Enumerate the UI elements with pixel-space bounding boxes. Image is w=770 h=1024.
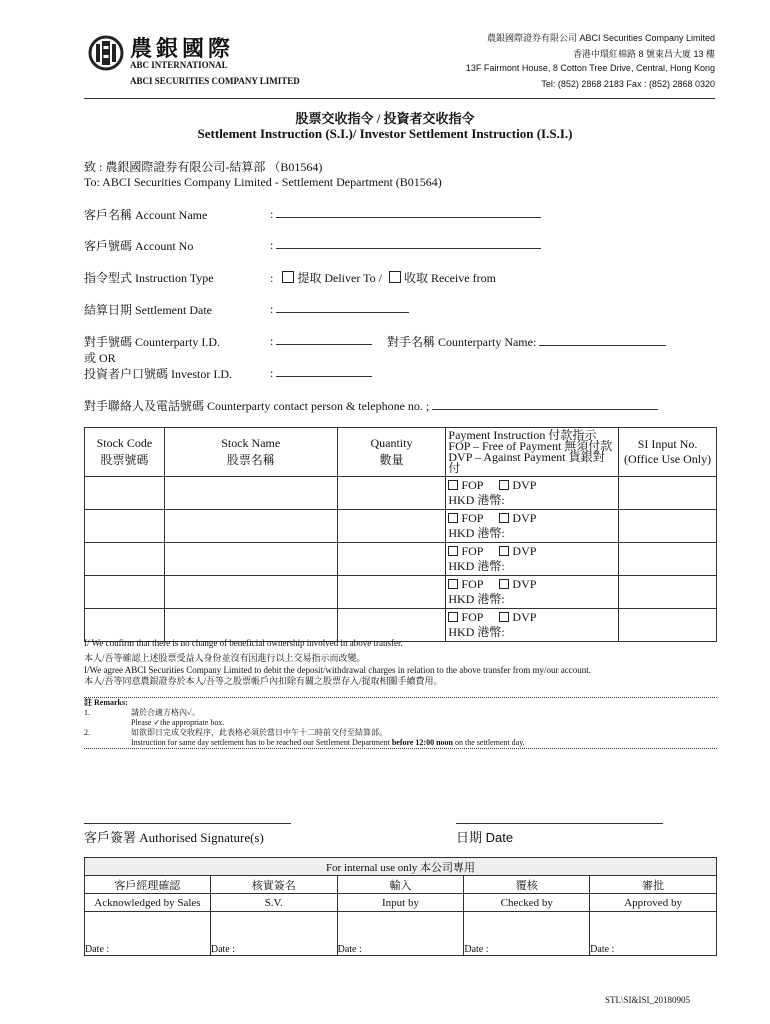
stock-code-header: Stock Code 股票號碼 bbox=[85, 428, 165, 477]
hkd-label: HKD 港幣: bbox=[448, 559, 505, 573]
input-header-en: Input by bbox=[337, 894, 464, 912]
investor-id-input[interactable] bbox=[276, 365, 372, 377]
account-name-row: : bbox=[270, 206, 541, 222]
dvp-checkbox[interactable] bbox=[499, 513, 509, 523]
dvp-checkbox[interactable] bbox=[499, 612, 509, 622]
quantity-cell[interactable] bbox=[337, 477, 446, 510]
hkd-label: HKD 港幣: bbox=[448, 592, 505, 606]
acknowledged-header-cn: 客戶經理確認 bbox=[85, 876, 211, 894]
instruction-type-row: : 提取 Deliver To / 收取 Receive from bbox=[270, 271, 496, 285]
remark-1-chinese: 請於合適方格內✓。 bbox=[131, 708, 201, 717]
remark-2-chinese: 如欲即日完成交收程序，此表格必須於當日中午十二時前交付至結算部。 bbox=[131, 728, 387, 737]
investor-id-row: : bbox=[270, 365, 372, 381]
account-no-row: : bbox=[270, 237, 541, 253]
confirm-line-2: 本人/吾等確認上述股票受益人身份並沒有因進行以上交易指示而改變。 bbox=[84, 653, 366, 663]
remarks-title: 註 Remarks: bbox=[84, 698, 128, 707]
logo-english-name: ABC INTERNATIONAL bbox=[130, 60, 228, 70]
quantity-cell[interactable] bbox=[337, 510, 446, 543]
checked-header-en: Checked by bbox=[464, 894, 590, 912]
tel-fax: Tel: (852) 2868 2183 Fax : (852) 2868 0320 bbox=[541, 79, 715, 89]
header-divider bbox=[84, 98, 715, 99]
stock-code-cell[interactable] bbox=[85, 477, 165, 510]
payment-cell: FOP DVP HKD 港幣: bbox=[446, 543, 619, 576]
acknowledged-header-en: Acknowledged by Sales bbox=[85, 894, 211, 912]
remark-2-english: Instruction for same day settlement has to be reached our Settlement Department before 12:00 noon on the settlement day. bbox=[131, 738, 525, 747]
counterparty-name-row bbox=[387, 333, 666, 350]
approved-header-cn: 審批 bbox=[590, 876, 717, 894]
dvp-checkbox[interactable] bbox=[499, 480, 509, 490]
company-name-line: 農銀國際證券有限公司 ABCI Securities Company Limited bbox=[486, 33, 715, 43]
sv-header-en: S.V. bbox=[210, 894, 337, 912]
deliver-to-label: 提取 Deliver To / bbox=[297, 271, 382, 285]
stock-name-header: Stock Name 股票名稱 bbox=[164, 428, 337, 477]
hkd-label: HKD 港幣: bbox=[448, 526, 505, 540]
quantity-header: Quantity 數量 bbox=[337, 428, 446, 477]
table-row bbox=[85, 576, 717, 609]
quantity-cell[interactable] bbox=[337, 576, 446, 609]
deliver-to-checkbox[interactable] bbox=[282, 271, 294, 283]
hkd-label: HKD 港幣: bbox=[448, 493, 505, 507]
or-label: 或 OR bbox=[84, 351, 116, 365]
fop-checkbox[interactable] bbox=[448, 480, 458, 490]
settlement-date-row: : bbox=[270, 301, 409, 317]
counterparty-id-row: : bbox=[270, 333, 372, 349]
logo-company-name: ABCI SECURITIES COMPANY LIMITED bbox=[130, 76, 300, 86]
stock-table-header bbox=[85, 428, 717, 477]
hkd-label: HKD 港幣: bbox=[448, 625, 505, 639]
stock-name-cell[interactable] bbox=[164, 576, 337, 609]
payment-cell: FOP DVP HKD 港幣: bbox=[446, 609, 619, 642]
abc-logo-icon bbox=[88, 35, 124, 71]
remarks-box bbox=[84, 697, 717, 749]
stock-name-cell[interactable] bbox=[164, 477, 337, 510]
receive-from-label: 收取 Receive from bbox=[403, 271, 496, 285]
acknowledged-date-cell[interactable]: Date : bbox=[85, 912, 211, 956]
date-line[interactable] bbox=[456, 823, 663, 824]
account-name-input[interactable] bbox=[276, 206, 541, 218]
table-row bbox=[85, 477, 717, 510]
si-input-cell bbox=[619, 477, 717, 510]
remark-number: 1. bbox=[84, 708, 90, 717]
settlement-date-input[interactable] bbox=[276, 301, 409, 313]
payment-cell: FOP DVP HKD 港幣: bbox=[446, 576, 619, 609]
recipient-english: To: ABCI Securities Company Limited - Settlement Department (B01564) bbox=[84, 175, 442, 189]
stock-code-cell[interactable] bbox=[85, 576, 165, 609]
form-title-chinese: 股票交收指令 / 投資者交收指令 bbox=[295, 111, 475, 126]
confirm-line-4: 本人/吾等同意農銀證券於本人/吾等之股票帳戶內扣除有關之股票存入/提取相關手續費用。 bbox=[84, 676, 443, 686]
dvp-checkbox[interactable] bbox=[499, 579, 509, 589]
stock-table bbox=[84, 427, 717, 642]
form-code: STL\SI&ISI_20180905 bbox=[604, 995, 690, 1005]
remark-1-english: Please ✓the appropriate box. bbox=[131, 718, 225, 727]
counterparty-name-label: 對手名稱 Counterparty Name: bbox=[387, 335, 537, 349]
account-no-label: 客戶號碼 Account No bbox=[84, 239, 194, 253]
si-input-cell bbox=[619, 576, 717, 609]
dvp-checkbox[interactable] bbox=[499, 546, 509, 556]
signature-line[interactable] bbox=[84, 823, 291, 824]
settlement-date-label: 結算日期 Settlement Date bbox=[84, 303, 212, 317]
si-input-cell bbox=[619, 609, 717, 642]
si-input-cell bbox=[619, 510, 717, 543]
table-row bbox=[85, 543, 717, 576]
input-header-cn: 輸入 bbox=[337, 876, 464, 894]
date-label: 日期 Date bbox=[456, 830, 514, 845]
recipient-chinese: 致 : 農銀國際證券有限公司-結算部 （B01564) bbox=[84, 160, 323, 174]
address-chinese: 香港中環紅棉路 8 號東昌大廈 13 樓 bbox=[572, 49, 715, 59]
confirm-line-1: I/ We confirm that there is no change of beneficial ownership involved in above transfer. bbox=[84, 638, 403, 648]
confirm-line-3: I/We agree ABCI Securities Company Limited to debit the deposit/withdrawal charges in relation to the above transfer from my/our account. bbox=[84, 665, 591, 675]
sv-date-cell[interactable]: Date : bbox=[210, 912, 337, 956]
logo-chinese-name: 農銀國際 bbox=[130, 36, 235, 61]
si-input-header: SI Input No. (Office Use Only) bbox=[619, 428, 717, 477]
authorised-signature-label: 客戶簽署 Authorised Signature(s) bbox=[84, 830, 264, 845]
table-row bbox=[85, 510, 717, 543]
stock-code-cell[interactable] bbox=[85, 543, 165, 576]
contact-row bbox=[84, 397, 658, 414]
approved-date-cell[interactable]: Date : bbox=[590, 912, 717, 956]
sv-header-cn: 核實簽名 bbox=[210, 876, 337, 894]
counterparty-id-input[interactable] bbox=[276, 333, 372, 345]
payment-instruction-header: Payment Instruction 付款指示 FOP – Free of Payment 無須付款 DVP – Against Payment 貨銀對付 bbox=[446, 428, 619, 477]
account-no-input[interactable] bbox=[276, 237, 541, 249]
stock-name-cell[interactable] bbox=[164, 543, 337, 576]
fop-checkbox[interactable] bbox=[448, 546, 458, 556]
quantity-cell[interactable] bbox=[337, 543, 446, 576]
investor-id-label: 投資者户口號碼 Investor I.D. bbox=[84, 367, 232, 381]
payment-cell: FOP DVP HKD 港幣: bbox=[446, 510, 619, 543]
account-name-label: 客戶名稱 Account Name bbox=[84, 208, 208, 222]
counterparty-id-label: 對手號碼 Counterparty I.D. bbox=[84, 335, 220, 349]
instruction-type-label: 指令型式 Instruction Type bbox=[84, 271, 214, 285]
address-english: 13F Fairmont House, 8 Cotton Tree Drive, Central, Hong Kong bbox=[465, 63, 715, 73]
fop-checkbox[interactable] bbox=[448, 612, 458, 622]
stock-name-cell[interactable] bbox=[164, 510, 337, 543]
internal-use-title: For internal use only 本公司專用 bbox=[85, 858, 717, 876]
checked-date-cell[interactable]: Date : bbox=[464, 912, 590, 956]
si-input-cell bbox=[619, 543, 717, 576]
counterparty-name-input[interactable] bbox=[539, 334, 666, 346]
internal-use-table bbox=[84, 857, 717, 956]
receive-from-checkbox[interactable] bbox=[389, 271, 401, 283]
contact-label: 對手聯絡人及電話號碼 Counterparty contact person & telephone no. ; bbox=[84, 399, 430, 413]
remark-number: 2. bbox=[84, 728, 90, 737]
fop-checkbox[interactable] bbox=[448, 513, 458, 523]
contact-input[interactable] bbox=[432, 398, 658, 410]
approved-header-en: Approved by bbox=[590, 894, 717, 912]
input-date-cell[interactable]: Date : bbox=[337, 912, 464, 956]
fop-checkbox[interactable] bbox=[448, 579, 458, 589]
stock-code-cell[interactable] bbox=[85, 510, 165, 543]
form-title-english: Settlement Instruction (S.I.)/ Investor Settlement Instruction (I.S.I.) bbox=[197, 126, 573, 141]
checked-header-cn: 覆核 bbox=[464, 876, 590, 894]
payment-cell: FOP DVP HKD 港幣: bbox=[446, 477, 619, 510]
